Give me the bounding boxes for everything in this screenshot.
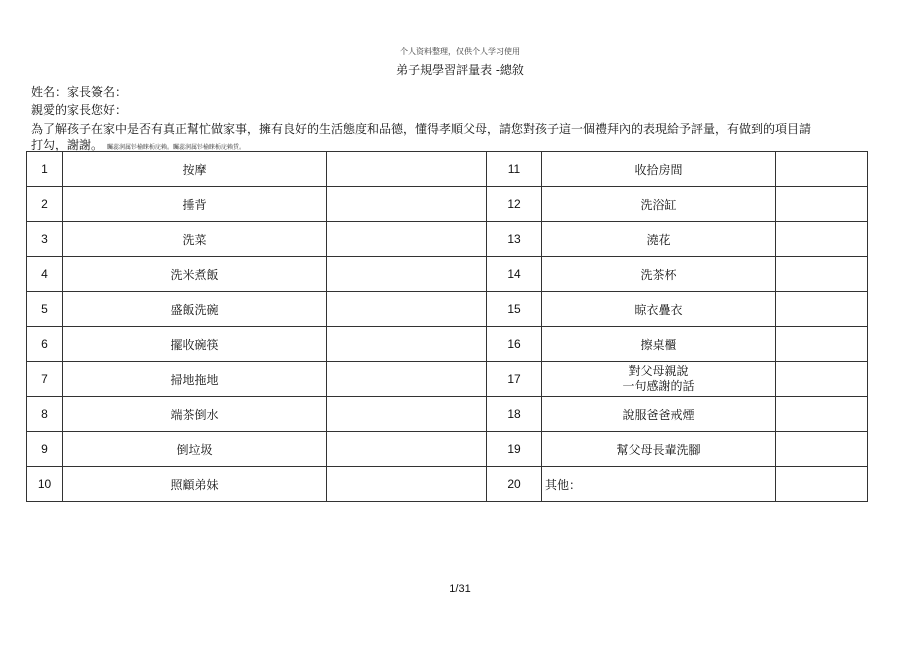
item-label: 照顧弟妹 xyxy=(63,467,327,502)
item-number: 17 xyxy=(487,362,542,397)
item-number: 12 xyxy=(487,187,542,222)
check-cell[interactable] xyxy=(327,467,487,502)
check-cell[interactable] xyxy=(327,152,487,187)
item-number: 7 xyxy=(27,362,63,397)
item-number: 15 xyxy=(487,292,542,327)
item-number: 13 xyxy=(487,222,542,257)
item-number: 4 xyxy=(27,257,63,292)
check-cell[interactable] xyxy=(776,467,868,502)
item-label: 擦桌櫃 xyxy=(542,327,776,362)
item-number: 16 xyxy=(487,327,542,362)
check-cell[interactable] xyxy=(327,362,487,397)
item-number: 19 xyxy=(487,432,542,467)
check-cell[interactable] xyxy=(776,187,868,222)
item-label: 說服爸爸戒煙 xyxy=(542,397,776,432)
item-number: 2 xyxy=(27,187,63,222)
check-cell[interactable] xyxy=(776,152,868,187)
item-label-line: 對父母親說 xyxy=(628,364,689,378)
item-label: 擺收碗筷 xyxy=(63,327,327,362)
table-row xyxy=(27,292,868,327)
table-row xyxy=(27,327,868,362)
check-cell[interactable] xyxy=(327,292,487,327)
item-label-line: 一句感謝的話 xyxy=(622,379,695,393)
item-label: 洗浴缸 xyxy=(542,187,776,222)
item-label: 按摩 xyxy=(63,152,327,187)
item-number: 10 xyxy=(27,467,63,502)
item-label: 洗米煮飯 xyxy=(63,257,327,292)
table-row xyxy=(27,187,868,222)
table-row xyxy=(27,222,868,257)
check-cell[interactable] xyxy=(776,257,868,292)
evaluation-table xyxy=(26,151,868,502)
item-number: 9 xyxy=(27,432,63,467)
item-label: 捶背 xyxy=(63,187,327,222)
check-cell[interactable] xyxy=(327,222,487,257)
item-label xyxy=(542,362,776,397)
item-number: 11 xyxy=(487,152,542,187)
item-number: 6 xyxy=(27,327,63,362)
header-note: 个人资料整理，仅供个人学习使用 xyxy=(400,47,520,56)
check-cell[interactable] xyxy=(776,292,868,327)
item-label: 盛飯洗碗 xyxy=(63,292,327,327)
item-number: 5 xyxy=(27,292,63,327)
table-row xyxy=(27,467,868,502)
page-title: 弟子規學習評量表 -總敘 xyxy=(396,63,524,77)
item-label-other: 其他： xyxy=(542,467,776,502)
table-row xyxy=(27,152,868,187)
item-number: 14 xyxy=(487,257,542,292)
greeting: 親愛的家長您好： xyxy=(31,103,128,117)
item-label: 洗菜 xyxy=(63,222,327,257)
check-cell[interactable] xyxy=(327,432,487,467)
item-number: 1 xyxy=(27,152,63,187)
check-cell[interactable] xyxy=(776,327,868,362)
item-label: 洗茶杯 xyxy=(542,257,776,292)
check-cell[interactable] xyxy=(776,397,868,432)
table-row xyxy=(27,432,868,467)
check-cell[interactable] xyxy=(327,397,487,432)
table-row xyxy=(27,362,868,397)
table-row xyxy=(27,257,868,292)
item-label: 澆花 xyxy=(542,222,776,257)
item-number: 8 xyxy=(27,397,63,432)
table-row xyxy=(27,397,868,432)
check-cell[interactable] xyxy=(327,187,487,222)
check-cell[interactable] xyxy=(776,222,868,257)
check-cell[interactable] xyxy=(327,257,487,292)
intro-text: 為了解孩子在家中是否有真正幫忙做家事，擁有良好的生活態度和品德，懂得孝順父母，請您對孩子這一個禮拜內的表現給予評量，有做到的項目請 xyxy=(31,122,812,136)
item-label: 幫父母長輩洗腳 xyxy=(542,432,776,467)
intro-small-text: 矚蕊润属钐榆睐栃庑赖。矚蕊润属钐榆睐栃庑赖賃。 xyxy=(107,144,246,151)
item-label: 端茶倒水 xyxy=(63,397,327,432)
item-label: 晾衣疊衣 xyxy=(542,292,776,327)
check-cell[interactable] xyxy=(776,432,868,467)
page-number: 1/31 xyxy=(449,583,471,595)
check-cell[interactable] xyxy=(776,362,868,397)
item-label: 倒垃圾 xyxy=(63,432,327,467)
intro-closing: 打勾，謝謝。 xyxy=(31,138,104,152)
check-cell[interactable] xyxy=(327,327,487,362)
item-number: 18 xyxy=(487,397,542,432)
item-number: 3 xyxy=(27,222,63,257)
item-number: 20 xyxy=(487,467,542,502)
item-label: 收拾房間 xyxy=(542,152,776,187)
item-label: 掃地拖地 xyxy=(63,362,327,397)
name-signature-line: 姓名：家長簽名： xyxy=(31,85,128,99)
